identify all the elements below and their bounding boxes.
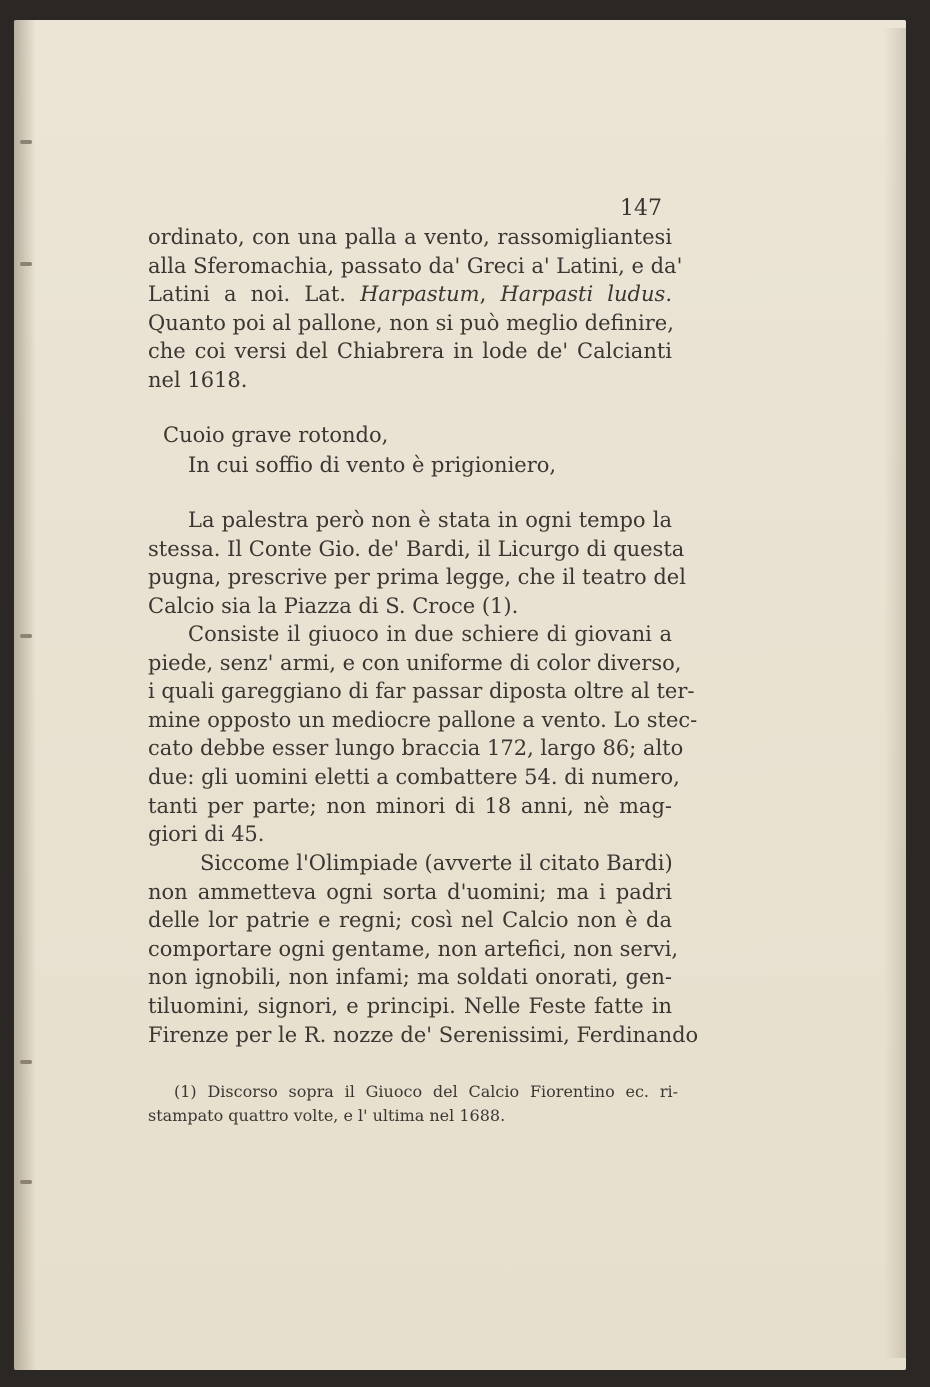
binding-thread xyxy=(20,1060,32,1064)
page-number: 147 xyxy=(620,196,662,221)
text-line: alla Sferomachia, passato da' Greci a' Latini, e da' xyxy=(148,253,683,278)
verse-line: In cui soffio di vento è prigioniero, xyxy=(188,453,557,477)
page-edge xyxy=(884,28,906,1358)
text-line: due: gli uomini eletti a combattere 54. di numero, xyxy=(148,764,680,789)
binding-thread xyxy=(20,262,32,266)
text-line: non ammetteva ogni sorta d'uomini; ma i padri xyxy=(148,879,672,904)
text-line: comportare ogni gentame, non artefici, non servi, xyxy=(148,936,679,961)
binding-thread xyxy=(20,1180,32,1184)
text-line: tiluomini, signori, e principi. Nelle Feste fatte in xyxy=(148,993,672,1018)
paragraph xyxy=(148,620,698,849)
text-line: ordinato, con una palla a vento, rassomigliantesi xyxy=(148,225,672,249)
text-line: Quanto poi al pallone, non si può meglio definire, xyxy=(148,310,674,335)
text-line: cato debbe esser lungo braccia 172, largo 86; alto xyxy=(148,736,684,761)
footnote xyxy=(148,1080,678,1128)
text-line: mine opposto un mediocre pallone a vento. Lo stec- xyxy=(148,707,698,732)
text-line: piede, senz' armi, e con uniforme di color diverso, xyxy=(148,650,682,675)
text-line: Latini a noi. Lat. Harpastum, Harpasti ludus. xyxy=(148,282,672,307)
binding-thread xyxy=(20,140,32,144)
text-line: delle lor patrie e regni; così nel Calcio non è da xyxy=(148,908,672,933)
footnote-line: stampato quattro volte, e l' ultima nel 1688. xyxy=(148,1106,506,1125)
binding-shadow xyxy=(14,20,36,1370)
text-line: pugna, prescrive per prima legge, che il teatro del xyxy=(148,565,686,590)
italic-term: Harpastum xyxy=(360,282,480,307)
text-line: nel 1618. xyxy=(148,367,248,392)
text-line: Consiste il giuoco in due schiere di giovani a xyxy=(188,622,672,646)
text-line: che coi versi del Chiabrera in lode de' Calcianti xyxy=(148,339,672,364)
paragraph xyxy=(148,849,699,1049)
text-line: Siccome l'Olimpiade (avverte il citato Bardi) xyxy=(200,851,673,875)
italic-term: Harpasti ludus xyxy=(500,282,666,307)
text-line: non ignobili, non infami; ma soldati onorati, gen- xyxy=(148,965,672,990)
text-line: La palestra però non è stata in ogni tempo la xyxy=(188,508,672,532)
text-line: Calcio sia la Piazza di S. Croce (1). xyxy=(148,593,519,618)
text-line: giori di 45. xyxy=(148,822,265,847)
paragraph xyxy=(148,223,683,395)
binding-thread xyxy=(20,634,32,638)
paragraph xyxy=(148,506,686,620)
text-line: Firenze per le R. nozze de' Serenissimi, Ferdinando xyxy=(148,1022,699,1047)
footnote-line: (1) Discorso sopra il Giuoco del Calcio Fiorentino ec. ri- xyxy=(174,1082,678,1101)
text-line: stessa. Il Conte Gio. de' Bardi, il Licurgo di questa xyxy=(148,536,685,561)
verse-line: Cuoio grave rotondo, xyxy=(163,423,389,447)
text-line: tanti per parte; non minori di 18 anni, nè mag- xyxy=(148,793,672,818)
text-line: i quali gareggiano di far passar diposta oltre al ter- xyxy=(148,679,695,704)
